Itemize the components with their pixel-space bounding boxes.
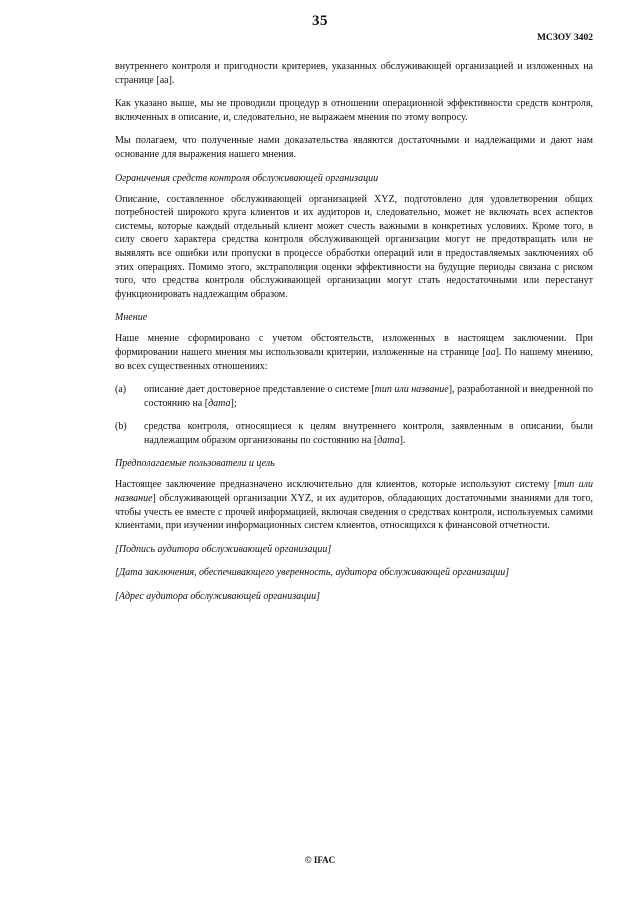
item-b-placeholder-date: дата: [377, 434, 400, 446]
section-heading-intended-users: Предполагаемые пользователи и цель: [115, 458, 275, 470]
page-number: 35: [312, 13, 328, 29]
users-placeholder-type: тип или название: [115, 479, 593, 505]
document-code: МСЗОУ 3402: [536, 33, 593, 43]
users-text-1: Настоящее заключение предназначено исключительно для клиентов, которые используют систему [: [115, 479, 558, 491]
opinion-list-item-a: [115, 383, 593, 410]
report-date-placeholder: [Дата заключения, обеспечивающего уверенность, аудитора обслуживающей организации]: [115, 567, 510, 579]
opinion-intro-text-a: Наше мнение сформировано с учетом обстоятельств, изложенных в настоящем заключении. При формировании нашего мнения мы использовали критерии, изложенные на странице [: [115, 333, 593, 358]
signature-placeholder: [Подпись аудитора обслуживающей организации]: [115, 543, 332, 555]
item-a-placeholder-date: дата: [208, 397, 231, 409]
paragraph-intended-users: [115, 478, 593, 532]
list-text-b: [144, 420, 593, 447]
item-a-text-1: описание дает достоверное представление о системе [: [144, 384, 375, 396]
document-body: [115, 60, 593, 614]
item-b-text-2: ].: [399, 434, 406, 446]
copyright-footer: © IFAC: [304, 855, 336, 865]
list-text-a: [144, 383, 593, 410]
list-marker-a: (a): [115, 384, 127, 396]
opinion-intro-text-b: ]. По нашему мнению, во всех существенных отношениях:: [115, 346, 593, 372]
paragraph-opinion-intro: [115, 332, 593, 373]
list-marker-b: (b): [115, 421, 127, 433]
opinion-intro-placeholder: aa: [485, 346, 496, 358]
item-b-text-1: средства контроля, относящиеся к целям внутреннего контроля, заявленным в описании, были надлежащим образом организованы по состоянию на [: [144, 421, 593, 446]
users-text-2: ] обслуживающей организации XYZ, и их аудиторов, обладающих достаточными знаниями для того, чтобы учесть ее вместе с прочей информацией, включая сведения о средствах контроля, используемых самими клиентами, при изучении информационных систем клиентов, относящихся к финансовой отчетности.: [115, 493, 593, 532]
item-a-text-2: ], разработанной и внедренной по состоянию на [: [144, 384, 594, 409]
section-heading-limitations: Ограничения средств контроля обслуживающей организации: [115, 172, 379, 184]
section-heading-opinion: Мнение: [115, 312, 148, 324]
auditor-address-placeholder: [Адрес аудитора обслуживающей организации]: [115, 591, 320, 603]
item-a-text-3: ];: [230, 397, 237, 409]
paragraph-operational-effectiveness: Как указано выше, мы не проводили процедур в отношении операционной эффективности средств контроля, включенных в описание, и, следовательно, не выражаем мнения по этому вопросу.: [115, 98, 593, 123]
paragraph-evidence: Мы полагаем, что полученные нами доказательства являются достаточными и надлежащими и дают нам основание для выражения нашего мнения.: [115, 135, 593, 160]
paragraph-continuation: внутреннего контроля и пригодности критериев, указанных обслуживающей организацией и изложенных на странице [aa].: [115, 61, 593, 86]
paragraph-limitations: Описание, составленное обслуживающей организацией XYZ, подготовлено для удовлетворения общих потребностей широкого круга клиентов и их аудиторов и, следовательно, может не включать всех аспектов системы, которые каждый отдельный клиент может счесть важными в конкретных условиях. Кроме того, в силу своего характера средства контроля обслуживающей организации могут не предотвращать или не выявлять все ошибки или пропуски в процессе обработки операций или в предоставляемых заключениях об этих операциях. Помимо этого, экстраполяция оценки эффективности на будущие периоды связана с риском того, что средства контроля обслуживающей организации могут стать недостаточными или перестанут функционировать надлежащим образом.: [115, 193, 593, 300]
item-a-placeholder-type: тип или название: [374, 384, 449, 396]
opinion-list-item-b: [115, 420, 593, 447]
